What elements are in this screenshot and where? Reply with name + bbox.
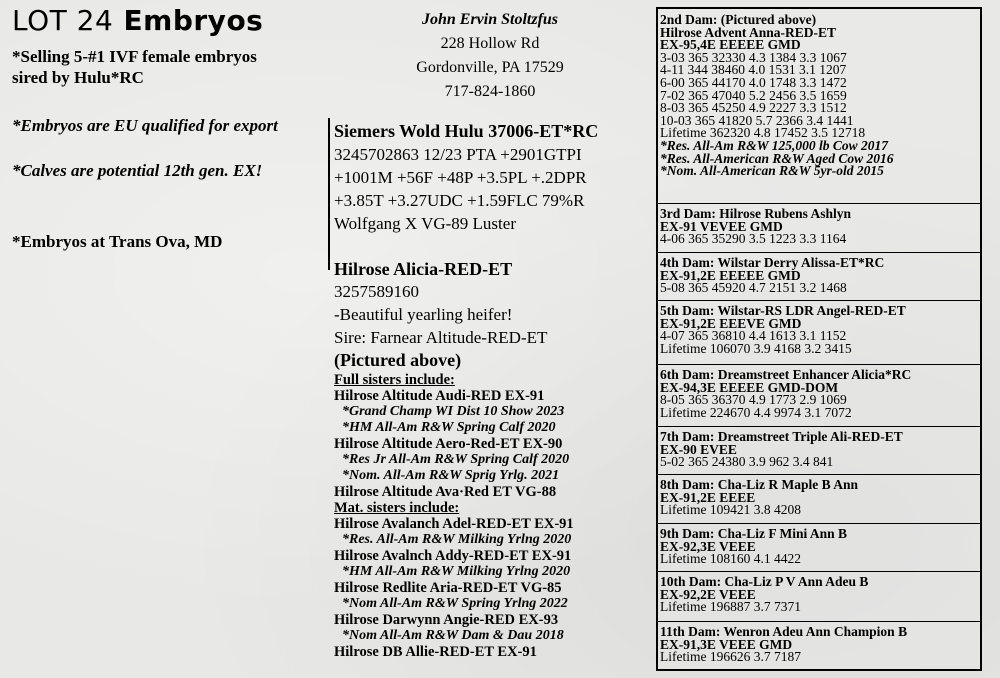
sister-name: Hilrose Altitude Ava·Red ET VG-88 xyxy=(334,484,557,500)
sire-line: Wolfgang X VG-89 Luster xyxy=(334,214,516,233)
pedigree-divider xyxy=(658,203,980,204)
pedigree-record: 3-03 365 32330 4.3 1384 3.3 1067 xyxy=(660,49,847,65)
note-sire: sired by Hulu*RC xyxy=(12,68,144,87)
pedigree-dam-heading: 3rd Dam: Hilrose Rubens Ashlyn xyxy=(660,206,852,221)
sister-award: *Nom. All-Am R&W Sprig Yrlg. 2021 xyxy=(342,468,560,483)
pedigree-record: 5-02 365 24380 3.9 962 3.4 841 xyxy=(660,454,834,470)
pedigree-classification: EX-92,2E VEEE xyxy=(660,586,756,602)
sister-award: *HM All-Am R&W Spring Calf 2020 xyxy=(342,420,556,435)
sister-award: *Nom All-Am R&W Dam & Dau 2018 xyxy=(342,628,564,643)
pedigree-divider xyxy=(658,523,980,524)
note-eu: *Embryos are EU qualified for export xyxy=(12,116,278,135)
sister-name: Hilrose Redlite Aria-RED-ET VG-85 xyxy=(334,580,562,596)
sister-name: Hilrose Altitude Aero-Red-ET EX-90 xyxy=(334,436,563,452)
mat-sisters-list xyxy=(334,516,574,660)
sire-name: Siemers Wold Hulu 37006-ET*RC xyxy=(334,121,599,141)
sire-divider xyxy=(328,118,330,270)
pedigree-classification: EX-91,2E EEEVE GMD xyxy=(660,315,802,331)
sister-award: *HM All-Am R&W Milking Yrlng 2020 xyxy=(342,564,571,579)
pedigree-classification: EX-91 VEVEE GMD xyxy=(660,218,783,234)
seller-address: 228 Hollow Rd xyxy=(440,35,540,52)
lot-title xyxy=(12,4,263,37)
pedigree-record: 8-05 365 36370 4.9 1773 2.9 1069 xyxy=(660,392,847,408)
pedigree-record: 5-08 365 45920 4.7 2151 3.2 1468 xyxy=(660,280,847,296)
pedigree-dam-heading: 7th Dam: Dreamstreet Triple Ali-RED-ET xyxy=(660,429,903,444)
note-embryos: *Selling 5-#1 IVF female embryos xyxy=(12,47,257,66)
pedigree-classification: EX-94,3E EEEEE GMD-DOM xyxy=(660,379,839,395)
sister-name: Hilrose Avalnch Addy-RED-ET EX-91 xyxy=(334,548,572,564)
sire-line: +1001M +56F +48P +3.5PL +.2DPR xyxy=(334,168,587,187)
pedigree-record: 7-02 365 47040 5.2 2456 3.5 1659 xyxy=(660,87,847,103)
dam-line: Sire: Farnear Altitude-RED-ET xyxy=(334,328,548,347)
pedigree-record: 4-11 344 38460 4.0 1531 3.1 1207 xyxy=(660,62,847,78)
lot-type: Embryos xyxy=(123,4,264,37)
seller-name: John Ervin Stoltzfus xyxy=(421,11,559,28)
pedigree-divider xyxy=(658,364,980,365)
sister-name: Hilrose Altitude Audi-RED EX-91 xyxy=(334,388,545,404)
pedigree-dam-heading: 4th Dam: Wilstar Derry Alissa-ET*RC xyxy=(660,255,885,270)
pedigree-record: Lifetime 106070 3.9 4168 3.2 3415 xyxy=(660,340,852,356)
sister-name: Hilrose Avalanch Adel-RED-ET EX-91 xyxy=(334,516,574,532)
pedigree-divider xyxy=(658,252,980,253)
pedigree-classification: EX-90 EVEE xyxy=(660,441,737,457)
pedigree-dam-heading: 2nd Dam: (Pictured above) xyxy=(660,12,817,27)
sister-name: Hilrose Darwynn Angie-RED EX-93 xyxy=(334,612,559,628)
full-sisters-heading: Full sisters include: xyxy=(334,372,455,388)
pedigree-classification: Hilrose Advent Anna-RED-ET xyxy=(660,24,837,40)
dam-line: 3257589160 xyxy=(334,282,419,301)
pedigree-classification: EX-95,4E EEEEE GMD xyxy=(660,37,801,53)
dam-name: Hilrose Alicia-RED-ET xyxy=(334,259,513,279)
pedigree-divider xyxy=(658,426,980,427)
pedigree-record: Lifetime 362320 4.8 17452 3.5 12718 xyxy=(660,125,866,141)
full-sisters-list xyxy=(334,388,574,500)
seller-city: Gordonville, PA 17529 xyxy=(416,59,564,76)
pedigree-dam-heading: 6th Dam: Dreamstreet Enhancer Alicia*RC xyxy=(660,367,912,382)
sister-award: *Res Jr All-Am R&W Spring Calf 2020 xyxy=(342,452,570,467)
sisters-section xyxy=(334,372,574,660)
pedigree-divider xyxy=(658,571,980,572)
pedigree-classification: EX-91,2E EEEEE GMD xyxy=(660,267,801,283)
pedigree-classification: EX-92,3E VEEE xyxy=(660,538,756,554)
pedigree-dam-heading: 9th Dam: Cha-Liz F Mini Ann B xyxy=(660,526,848,541)
lot-number: LOT 24 xyxy=(12,4,114,37)
mat-sisters-heading: Mat. sisters include: xyxy=(334,500,460,516)
seller-phone: 717-824-1860 xyxy=(444,83,536,100)
pedigree-record: 6-00 365 44170 4.0 1748 3.3 1472 xyxy=(660,75,847,90)
note-location: *Embryos at Trans Ova, MD xyxy=(12,232,223,251)
pedigree-record: 4-06 365 35290 3.5 1223 3.3 1164 xyxy=(660,231,847,247)
pedigree-award: *Res. All-Am R&W 125,000 lb Cow 2017 xyxy=(660,138,889,153)
sister-award: *Grand Champ WI Dist 10 Show 2023 xyxy=(342,404,565,419)
pedigree-record: Lifetime 224670 4.4 9974 3.1 7072 xyxy=(660,404,852,420)
seller-info xyxy=(395,8,585,104)
dam-line: -Beautiful yearling heifer! xyxy=(334,305,513,324)
pedigree-classification: EX-91,3E VEEE GMD xyxy=(660,636,793,652)
dam-pictured: (Pictured above) xyxy=(334,350,462,370)
pedigree-dam-heading: 5th Dam: Wilstar-RS LDR Angel-RED-ET xyxy=(660,303,906,318)
pedigree-record: Lifetime 196887 3.7 7371 xyxy=(660,599,801,615)
sire-line: 3245702863 12/23 PTA +2901GTPI xyxy=(334,145,582,164)
pedigree-divider xyxy=(658,300,980,301)
pedigree-dam-heading: 10th Dam: Cha-Liz P V Ann Adeu B xyxy=(660,574,869,589)
sire-line: +3.85T +3.27UDC +1.59FLC 79%R xyxy=(334,191,585,210)
note-generation: *Calves are potential 12th gen. EX! xyxy=(12,161,263,180)
pedigree-record: 8-03 365 45250 4.9 2227 3.3 1512 xyxy=(660,100,847,116)
pedigree-dam-heading: 11th Dam: Wenron Adeu Ann Champion B xyxy=(660,624,908,639)
pedigree-record: Lifetime 196626 3.7 7187 xyxy=(660,649,801,665)
pedigree-divider xyxy=(658,474,980,475)
pedigree-award: *Res. All-American R&W Aged Cow 2016 xyxy=(660,150,894,166)
pedigree-dam-heading: 8th Dam: Cha-Liz R Maple B Ann xyxy=(660,477,859,492)
pedigree-record: Lifetime 108160 4.1 4422 xyxy=(660,551,801,567)
pedigree-classification: EX-91,2E EEEE xyxy=(660,489,756,505)
sister-award: *Nom All-Am R&W Spring Yrlng 2022 xyxy=(342,596,568,611)
pedigree-record: Lifetime 109421 3.8 4208 xyxy=(660,502,801,518)
pedigree-divider xyxy=(658,621,980,622)
pedigree-record: 4-07 365 36810 4.4 1613 3.1 1152 xyxy=(660,328,847,344)
pedigree-award: *Nom. All-American R&W 5yr-old 2015 xyxy=(660,163,884,179)
pedigree-record: 10-03 365 41820 5.7 2366 3.4 1441 xyxy=(660,112,854,128)
sister-name: Hilrose DB Allie-RED-ET EX-91 xyxy=(334,644,537,660)
sister-award: *Res. All-Am R&W Milking Yrlng 2020 xyxy=(342,532,572,547)
